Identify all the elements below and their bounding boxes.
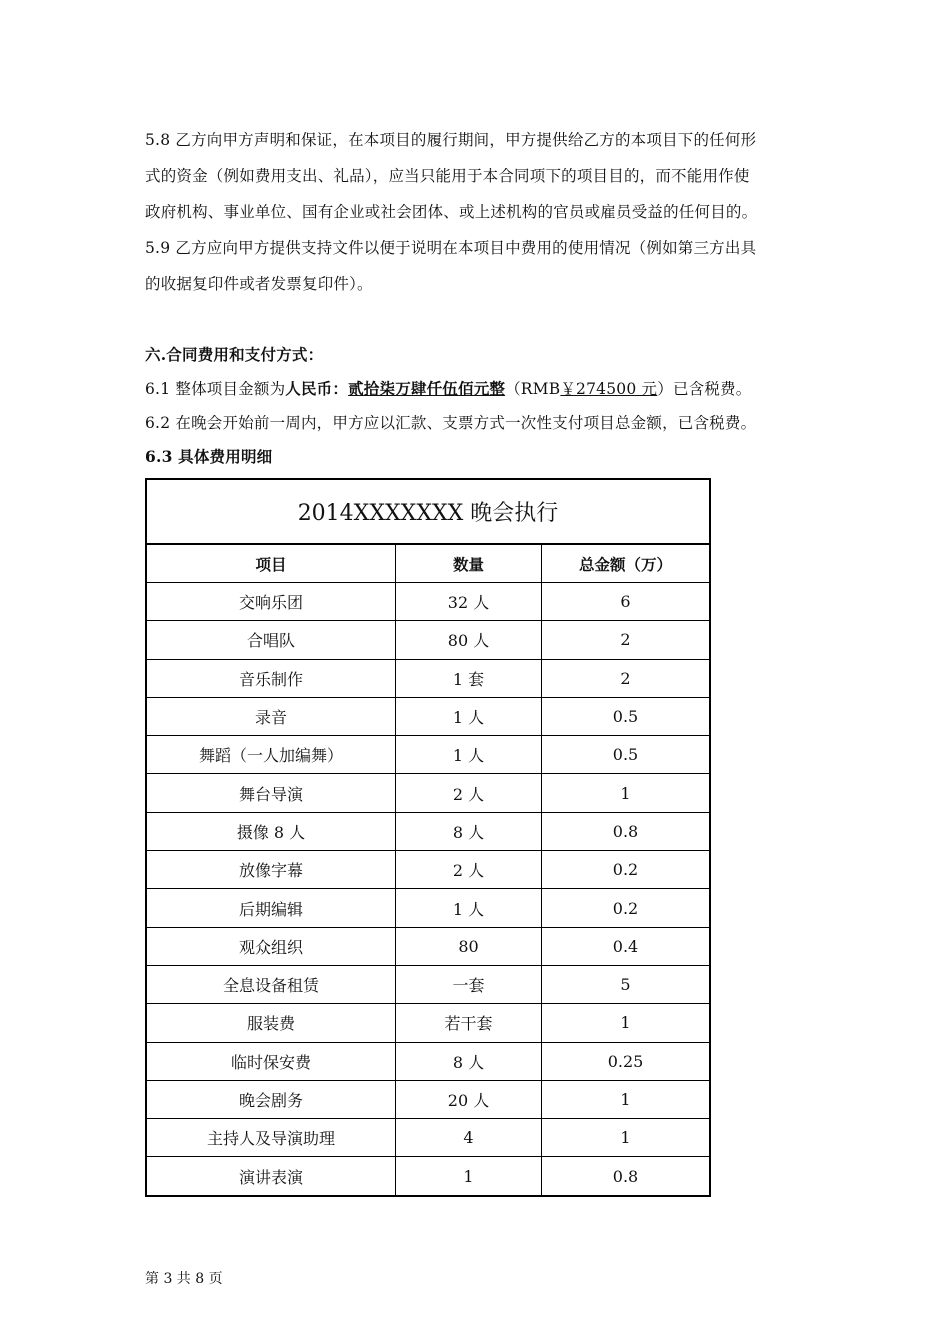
- table-row: [146, 774, 710, 812]
- page-footer: 第 3 共 8 页: [145, 1271, 223, 1287]
- p61-suffix: ）已含税费。: [657, 380, 752, 398]
- paragraph-6-1: [145, 379, 751, 399]
- cell-item: 舞蹈（一人加编舞）: [146, 736, 396, 774]
- cell-amount: 1: [542, 1119, 711, 1157]
- table-row: [146, 621, 710, 659]
- table-row: [146, 851, 710, 889]
- cell-quantity: 1 人: [396, 889, 542, 927]
- paragraph-5-9-line-1: 5.9 乙方应向甲方提供支持文件以便于说明在本项目中费用的使用情况（例如第三方出具: [145, 239, 757, 257]
- cell-amount: 6: [542, 583, 711, 621]
- cell-quantity: 80: [396, 927, 542, 965]
- table-row: [146, 927, 710, 965]
- paragraph-5-8-line-1: 5.8 乙方向甲方声明和保证，在本项目的履行期间，甲方提供给乙方的本项目下的任何形: [145, 131, 757, 149]
- table-row: [146, 1119, 710, 1157]
- cell-item: 录音: [146, 697, 396, 735]
- table-row: [146, 1157, 710, 1196]
- p61-currency-label: 人民币：: [285, 379, 349, 398]
- paragraph-5-9-line-2: 的收据复印件或者发票复印件）。: [145, 275, 373, 293]
- table-title-row: [146, 479, 710, 544]
- p61-amount-number: ￥274500 元: [560, 380, 658, 398]
- paragraph-5-8-line-3: 政府机构、事业单位、国有企业或社会团体、或上述机构的官员或雇员受益的任何目的。: [145, 203, 758, 221]
- p61-amount-words: 贰拾柒万肆仟伍佰元整: [348, 379, 506, 398]
- cell-item: 放像字幕: [146, 851, 396, 889]
- cell-quantity: 32 人: [396, 583, 542, 621]
- header-total-amount: 总金额（万）: [542, 544, 711, 583]
- cell-item: 服装费: [146, 1004, 396, 1042]
- cell-amount: 2: [542, 659, 711, 697]
- cell-amount: 5: [542, 965, 711, 1003]
- table-row: [146, 965, 710, 1003]
- cell-item: 舞台导演: [146, 774, 396, 812]
- cell-amount: 1: [542, 774, 711, 812]
- cell-amount: 0.2: [542, 889, 711, 927]
- cell-item: 晚会剧务: [146, 1080, 396, 1118]
- cell-amount: 0.8: [542, 812, 711, 850]
- table-row: [146, 889, 710, 927]
- cell-item: 观众组织: [146, 927, 396, 965]
- cell-item: 全息设备租赁: [146, 965, 396, 1003]
- table-row: [146, 1004, 710, 1042]
- cell-quantity: 1: [396, 1157, 542, 1196]
- cell-amount: 0.25: [542, 1042, 711, 1080]
- cell-quantity: 1 人: [396, 736, 542, 774]
- table-title: 2014XXXXXXX 晚会执行: [146, 479, 710, 544]
- cell-item: 摄像 8 人: [146, 812, 396, 850]
- p61-prefix: 6.1 整体项目金额为: [145, 380, 286, 398]
- table-row: [146, 736, 710, 774]
- cell-quantity: 若干套: [396, 1004, 542, 1042]
- cell-quantity: 4: [396, 1119, 542, 1157]
- section-6-heading: 六.合同费用和支付方式：: [145, 345, 324, 364]
- cell-quantity: 1 套: [396, 659, 542, 697]
- cell-quantity: 2 人: [396, 774, 542, 812]
- table-header-row: [146, 544, 710, 583]
- table-row: [146, 583, 710, 621]
- cell-amount: 1: [542, 1080, 711, 1118]
- table-row: [146, 1080, 710, 1118]
- header-item: 项目: [146, 544, 396, 583]
- table-row: [146, 697, 710, 735]
- cell-item: 后期编辑: [146, 889, 396, 927]
- cell-quantity: 8 人: [396, 1042, 542, 1080]
- p61-paren-open: （RMB: [505, 380, 561, 398]
- cell-quantity: 80 人: [396, 621, 542, 659]
- cell-quantity: 2 人: [396, 851, 542, 889]
- cell-item: 临时保安费: [146, 1042, 396, 1080]
- cell-amount: 0.2: [542, 851, 711, 889]
- cell-amount: 2: [542, 621, 711, 659]
- cell-item: 交响乐团: [146, 583, 396, 621]
- cell-amount: 0.8: [542, 1157, 711, 1196]
- cell-item: 音乐制作: [146, 659, 396, 697]
- cell-item: 合唱队: [146, 621, 396, 659]
- header-quantity: 数量: [396, 544, 542, 583]
- cell-item: 主持人及导演助理: [146, 1119, 396, 1157]
- cell-amount: 0.4: [542, 927, 711, 965]
- cell-quantity: 1 人: [396, 697, 542, 735]
- paragraph-5-8-line-2: 式的资金（例如费用支出、礼品），应当只能用于本合同项下的项目目的，而不能用作使: [145, 167, 750, 185]
- table-row: [146, 659, 710, 697]
- paragraph-6-3: 6.3 具体费用明细: [145, 447, 273, 466]
- paragraph-6-2: 6.2 在晚会开始前一周内，甲方应以汇款、支票方式一次性支付项目总金额，已含税费。: [145, 414, 757, 432]
- cell-quantity: 8 人: [396, 812, 542, 850]
- cell-quantity: 一套: [396, 965, 542, 1003]
- cost-detail-table: [145, 478, 711, 1197]
- cell-amount: 0.5: [542, 697, 711, 735]
- cell-item: 演讲表演: [146, 1157, 396, 1196]
- cell-quantity: 20 人: [396, 1080, 542, 1118]
- table-row: [146, 1042, 710, 1080]
- table-row: [146, 812, 710, 850]
- table-body: [146, 583, 710, 1196]
- cell-amount: 1: [542, 1004, 711, 1042]
- cell-amount: 0.5: [542, 736, 711, 774]
